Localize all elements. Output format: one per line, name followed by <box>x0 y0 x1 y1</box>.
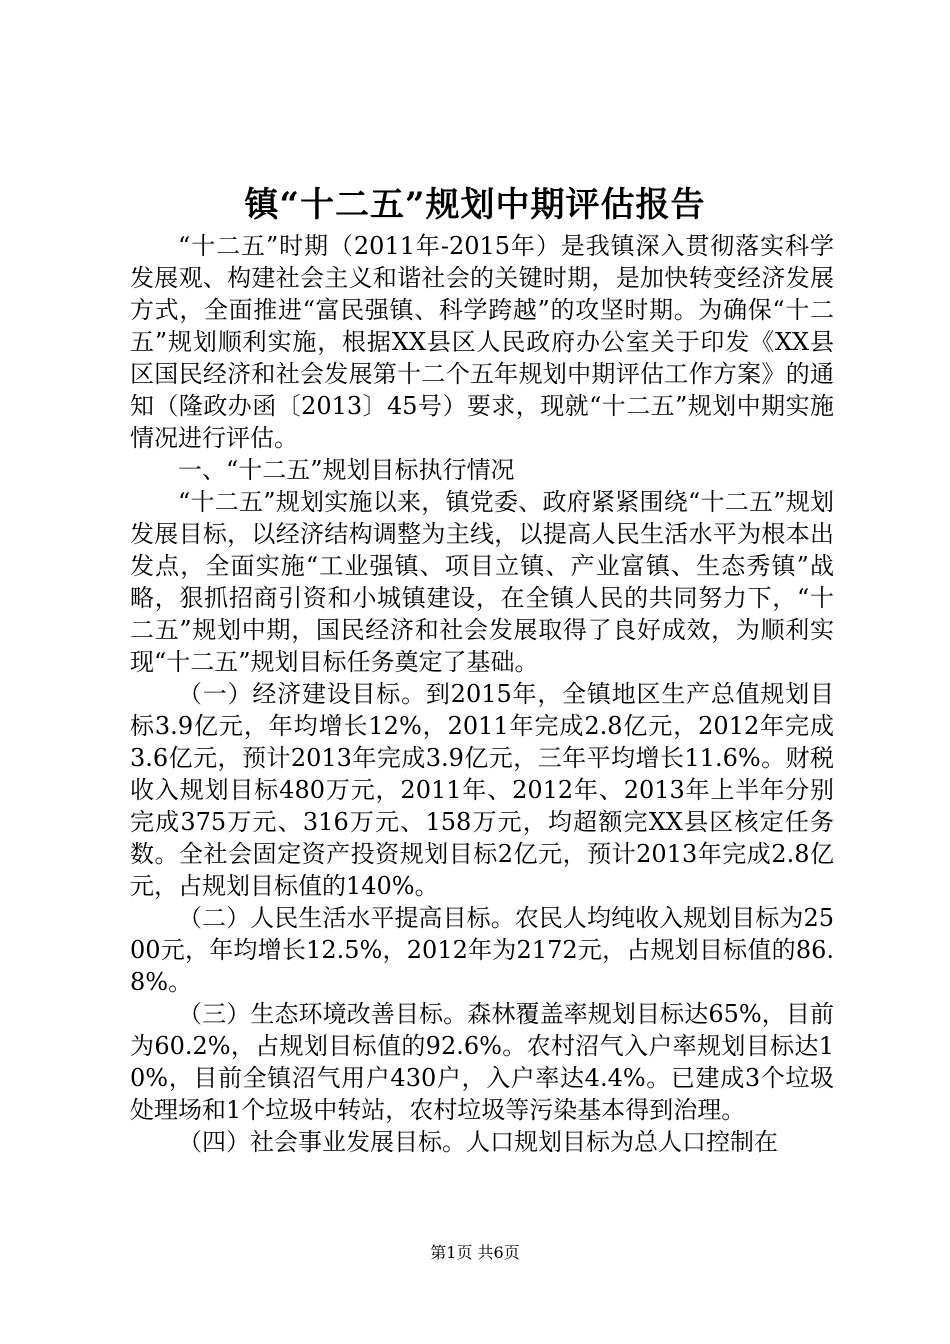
paragraph-living-standard-target: （二）人民生活水平提高目标。农民人均纯收入规划目标为2500元，年均增长12.5%，2012年为2172元，占规划目标值的86.8%。 <box>130 904 834 996</box>
paragraph-overview: “十二五”规划实施以来，镇党委、政府紧紧围绕“十二五”规划发展目标，以经济结构调整为主线，以提高人民生活水平为根本出发点，全面实施“工业强镇、项目立镇、产业富镇、生态秀镇”战略，狠抓招商引资和小城镇建设，在全镇人民的共同努力下，“十二五”规划中期，国民经济和社会发展取得了良好成效，为顺利实现“十二五”规划目标任务奠定了基础。 <box>130 488 834 676</box>
paragraph-social-target: （四）社会事业发展目标。人口规划目标为总人口控制在 <box>178 1128 778 1156</box>
paragraph-economic-target: （一）经济建设目标。到2015年，全镇地区生产总值规划目标3.9亿元，年均增长12%，2011年完成2.8亿元，2012年完成3.6亿元，预计2013年完成3.9亿元，三年平均增长11.6%。财税收入规划目标480万元，2011年、2012年、2013年上半年分别完成375万元、316万元、158万元，均超额完XX县区核定任务数。全社会固定资产投资规划目标2亿元，预计2013年完成2.8亿元，占规划目标值的140%。 <box>130 680 834 900</box>
paragraph-ecology-target: （三）生态环境改善目标。森林覆盖率规划目标达65%，目前为60.2%，占规划目标值的92.6%。农村沼气入户率规划目标达10%，目前全镇沼气用户430户，入户率达4.4%。已建成3个垃圾处理场和1个垃圾中转站，农村垃圾等污染基本得到治理。 <box>130 1000 834 1124</box>
document-title: 镇“十二五”规划中期评估报告 <box>244 185 706 225</box>
document-body <box>130 230 834 1158</box>
section-heading-1: 一、“十二五”规划目标执行情况 <box>178 456 515 484</box>
paragraph-intro: “十二五”时期（2011年-2015年）是我镇深入贯彻落实科学发展观、构建社会主义和谐社会的关键时期，是加快转变经济发展方式，全面推进“富民强镇、科学跨越”的攻坚时期。为确保“十二五”规划顺利实施，根据XX县区人民政府办公室关于印发《XX县区国民经济和社会发展第十二个五年规划中期评估工作方案》的通知（隆政办函〔2013〕45号）要求，现就“十二五”规划中期实施情况进行评估。 <box>130 232 834 452</box>
page-number: 第1页 共6页 <box>430 1243 520 1262</box>
